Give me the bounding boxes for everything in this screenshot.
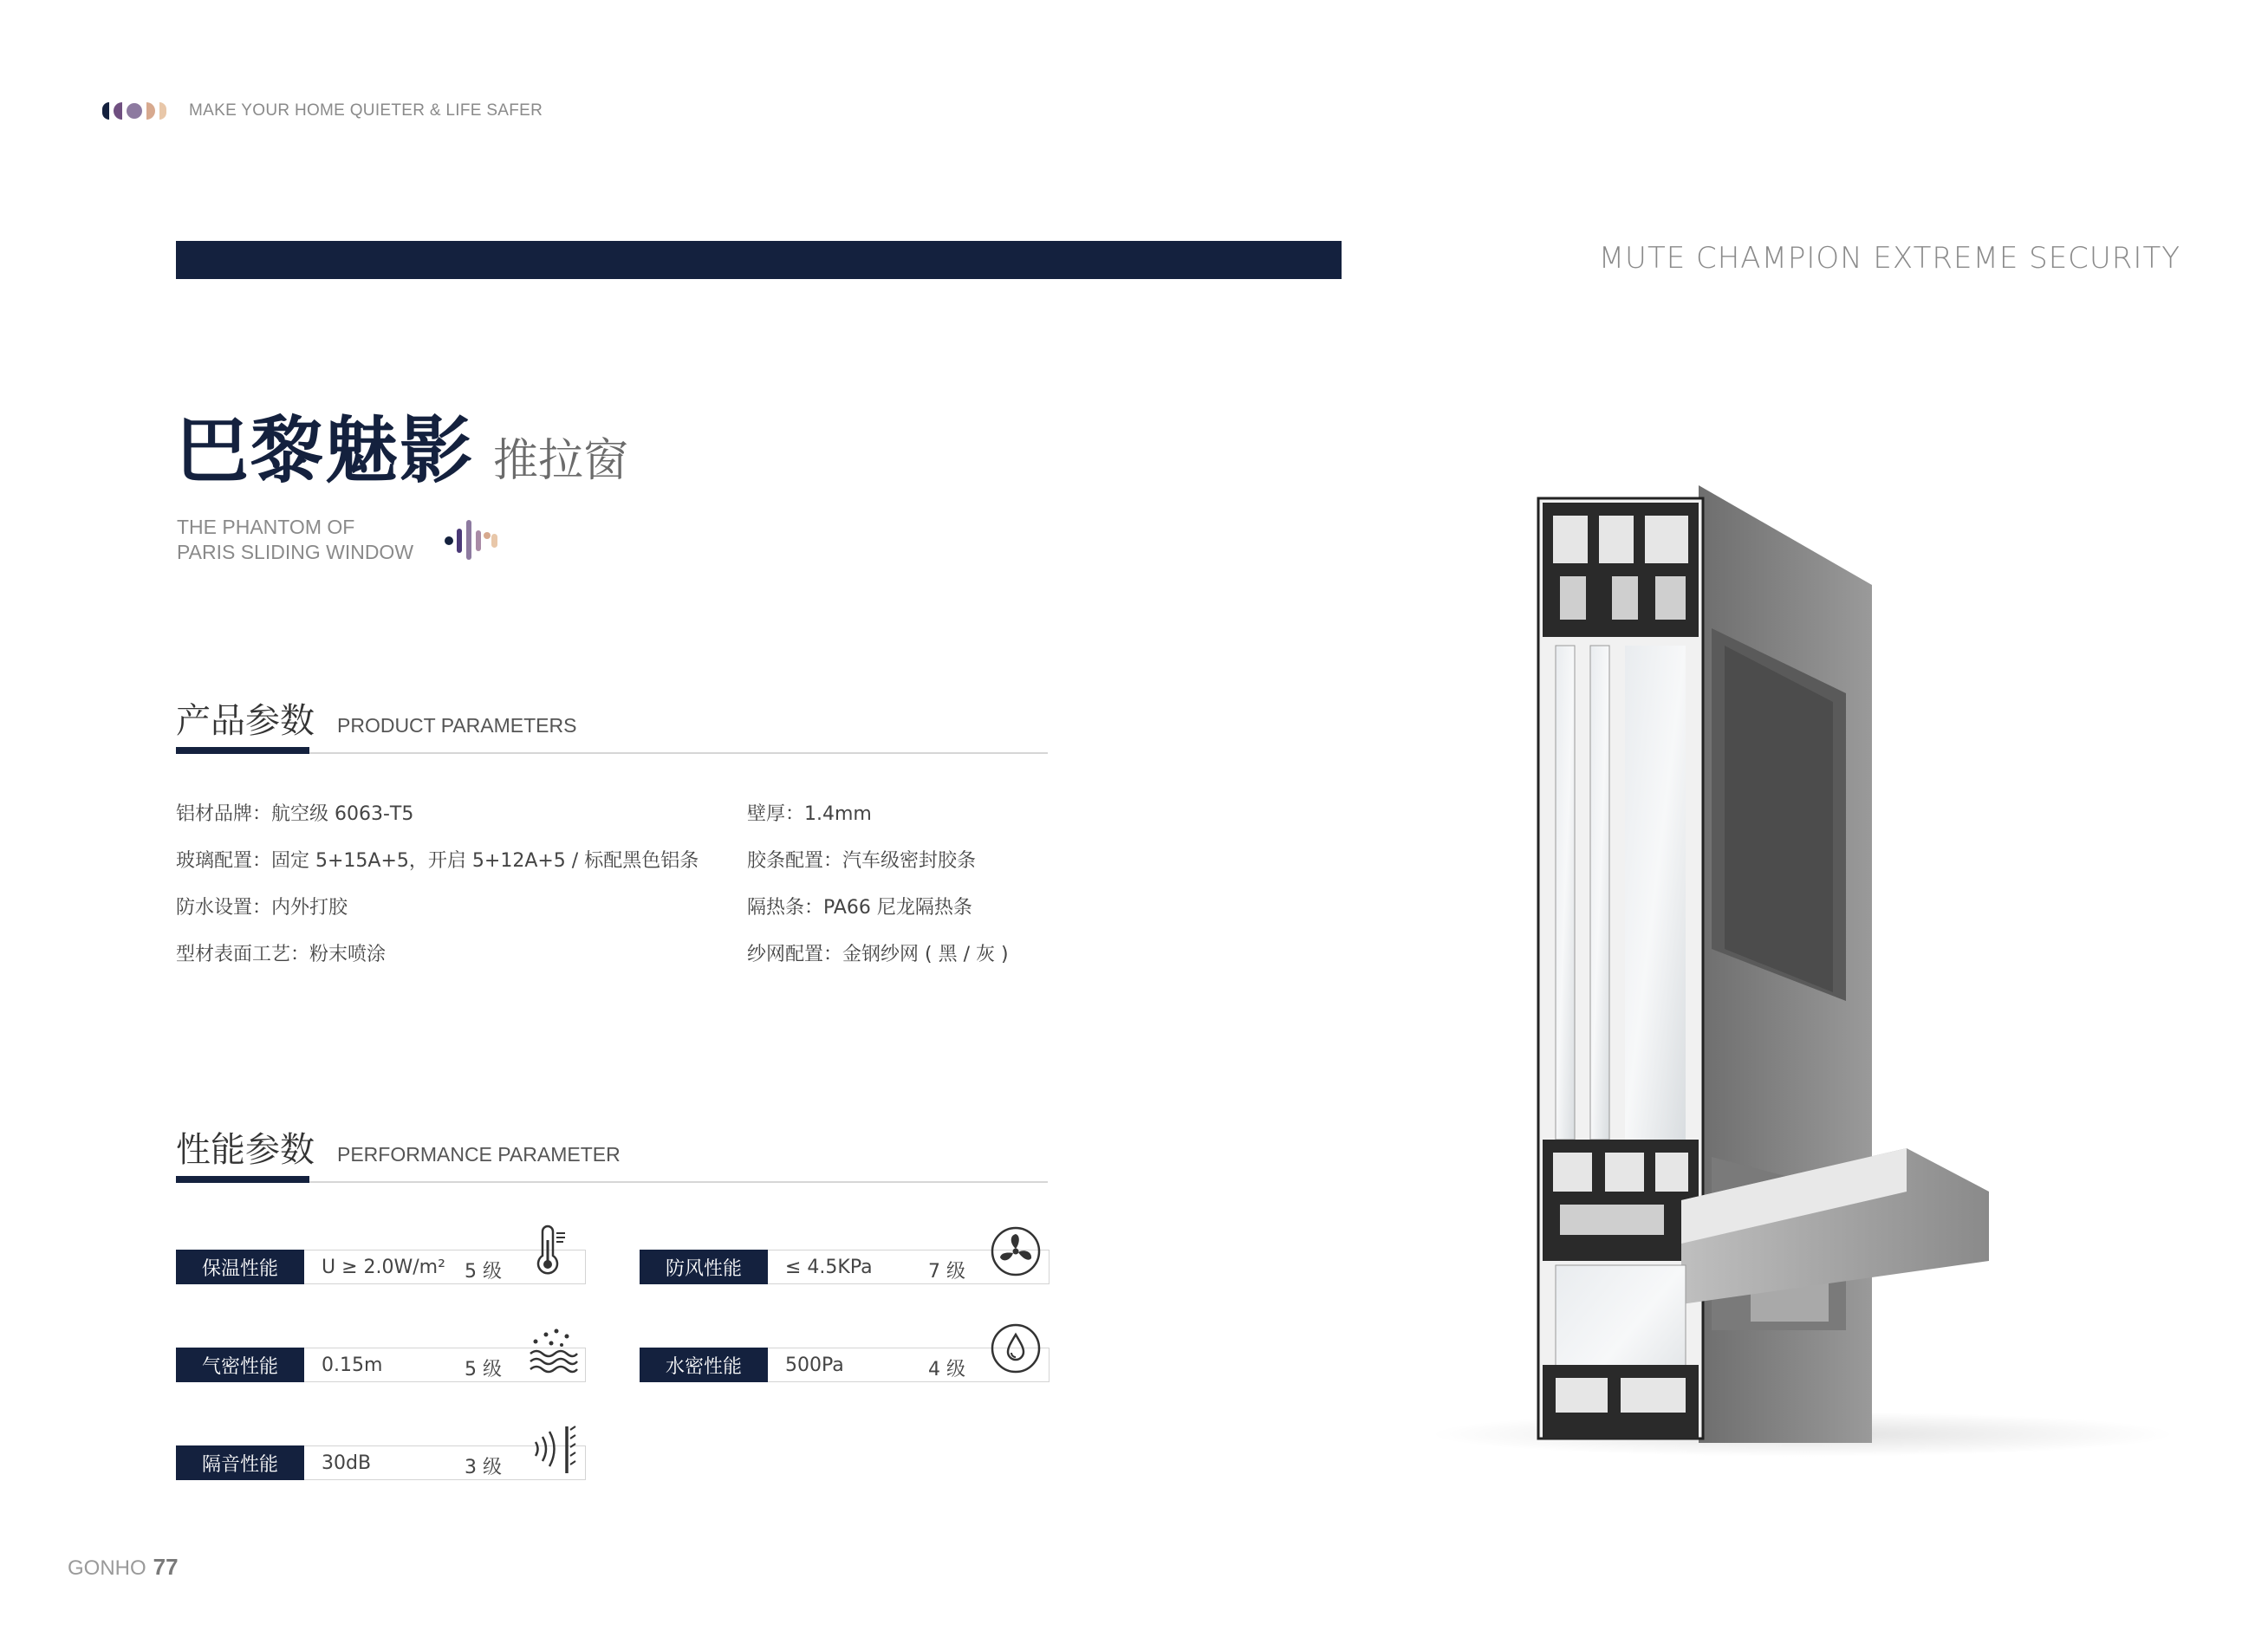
footer-brand: GONHO — [68, 1556, 146, 1580]
dot-3 — [127, 103, 142, 119]
product-type-cn: 推拉窗 — [493, 435, 629, 487]
perf-wind-label: 防风性能 — [640, 1250, 768, 1284]
header-slogan: MUTE CHAMPION EXTREME SECURITY — [1598, 241, 2180, 276]
perf-sound-grade: 3 级 — [465, 1457, 502, 1478]
performance-heading — [176, 1122, 621, 1172]
param-wall-thickness: 壁厚：1.4mm — [747, 803, 872, 825]
perf-airtight-grade: 5 级 — [465, 1359, 502, 1380]
dot-1 — [102, 102, 109, 120]
header-brand — [102, 99, 543, 123]
product-parameters-accent — [176, 747, 309, 754]
dot-2 — [114, 102, 122, 120]
perf-sound-value: 30dB — [322, 1452, 372, 1474]
param-surface-finish: 型材表面工艺：粉末喷涂 — [176, 944, 387, 965]
perf-watertight-label: 水密性能 — [640, 1348, 768, 1382]
page-footer — [68, 1554, 179, 1581]
perf-wind-grade: 7 级 — [928, 1261, 965, 1283]
dot-4 — [146, 102, 155, 120]
perf-insulation-grade: 5 级 — [465, 1261, 502, 1283]
perf-sound-label: 隔音性能 — [176, 1445, 304, 1480]
perf-sound — [176, 1445, 586, 1480]
sound-bars-icon — [444, 518, 503, 562]
header-navy-bar — [176, 241, 1342, 279]
product-parameters-title-cn: 产品参数 — [176, 701, 315, 741]
perf-insulation-value: U ≥ 2.0W/m² — [322, 1257, 445, 1278]
param-screen-config: 纱网配置：金钢纱网 ( 黑 / 灰 ) — [747, 944, 1009, 965]
perf-wind-value: ≤ 4.5KPa — [785, 1257, 873, 1278]
perf-insulation — [176, 1250, 586, 1284]
product-name-en-line2: PARIS SLIDING WINDOW — [177, 541, 414, 563]
product-name-en-line1: THE PHANTOM OF — [177, 516, 355, 538]
window-profile-image — [1352, 481, 2219, 1521]
param-seal-strip: 胶条配置：汽车级密封胶条 — [747, 850, 977, 872]
fan-icon — [990, 1225, 1042, 1277]
perf-wind — [640, 1250, 1050, 1284]
product-name-en — [177, 515, 413, 565]
perf-airtight-label: 气密性能 — [176, 1348, 304, 1382]
header-tagline: MAKE YOUR HOME QUIETER & LIFE SAFER — [189, 101, 543, 120]
perf-insulation-label: 保温性能 — [176, 1250, 304, 1284]
product-name-cn: 巴黎魅影 — [176, 408, 475, 493]
perf-watertight — [640, 1348, 1050, 1382]
water-drop-icon — [990, 1322, 1042, 1374]
brand-dots-logo — [102, 102, 166, 120]
param-thermal-break: 隔热条：PA66 尼龙隔热条 — [747, 897, 972, 919]
perf-watertight-value: 500Pa — [785, 1354, 844, 1376]
param-aluminum-brand: 铝材品牌：航空级 6063-T5 — [176, 803, 414, 825]
param-waterproof: 防水设置：内外打胶 — [176, 897, 348, 919]
air-waves-icon — [527, 1328, 579, 1376]
param-glass-config: 玻璃配置：固定 5+15A+5，开启 5+12A+5 / 标配黑色铝条 — [176, 850, 699, 872]
perf-airtight-value: 0.15m — [322, 1354, 383, 1376]
product-title — [176, 408, 629, 493]
performance-accent — [176, 1176, 309, 1183]
thermometer-icon — [530, 1225, 570, 1278]
product-parameters-heading — [176, 693, 576, 743]
sound-wall-icon — [530, 1421, 579, 1477]
dot-5 — [159, 102, 166, 120]
perf-watertight-grade: 4 级 — [928, 1359, 965, 1380]
performance-title-cn: 性能参数 — [176, 1130, 315, 1170]
perf-airtight — [176, 1348, 586, 1382]
performance-title-en: PERFORMANCE PARAMETER — [337, 1143, 621, 1166]
page-number: 77 — [153, 1554, 179, 1580]
product-parameters-title-en: PRODUCT PARAMETERS — [337, 714, 577, 737]
